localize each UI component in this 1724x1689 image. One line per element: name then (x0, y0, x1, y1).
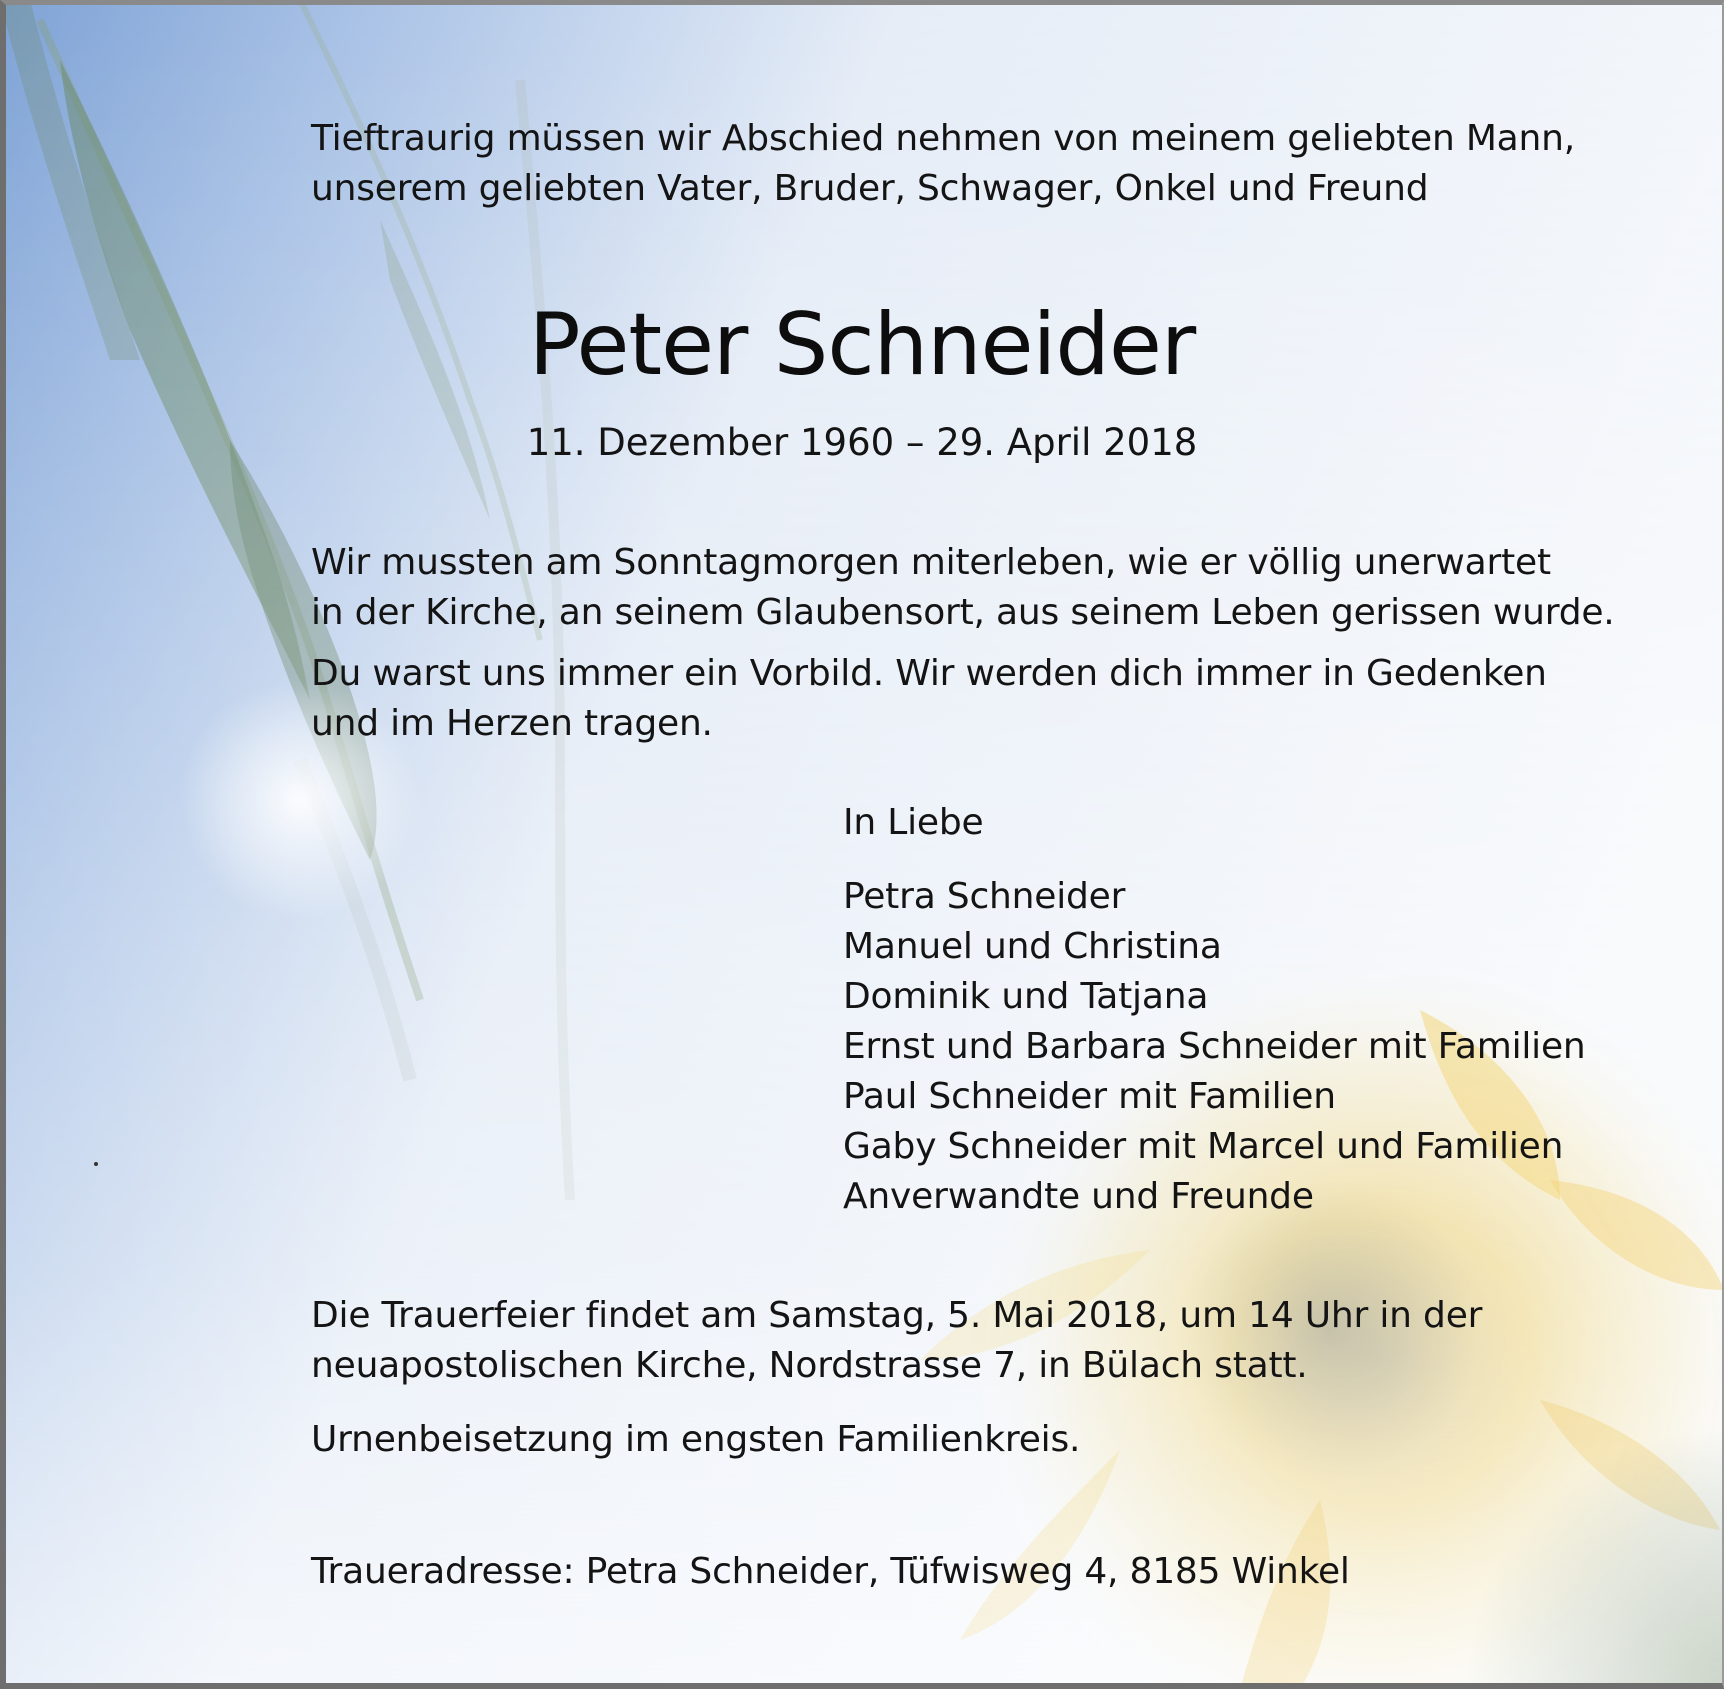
deceased-name: Peter Schneider (528, 295, 1196, 395)
paragraph-line: in der Kirche, an seinem Glaubensort, aus seinem Leben gerissen wurde. (311, 592, 1615, 633)
life-dates: 11. Dezember 1960 – 29. April 2018 (526, 421, 1198, 464)
intro-text (311, 114, 1575, 214)
signer-item: Manuel und Christina (843, 926, 1222, 967)
paragraph-line: Wir mussten am Sonntagmorgen miterleben, wie er völlig unerwartet (311, 542, 1551, 583)
signer-item: Paul Schneider mit Familien (843, 1076, 1336, 1117)
mourning-address: Traueradresse: Petra Schneider, Tüfwisweg 4, 8185 Winkel (311, 1551, 1350, 1592)
signer-item: Gaby Schneider mit Marcel und Familien (843, 1126, 1564, 1167)
signer-item: Dominik und Tatjana (843, 976, 1209, 1017)
paragraph-line: und im Herzen tragen. (311, 703, 713, 744)
paragraph-circumstances (311, 538, 1615, 638)
signer-item: Petra Schneider (843, 876, 1126, 917)
urn-burial-info: Urnenbeisetzung im engsten Familienkreis. (311, 1419, 1081, 1460)
ceremony-info (311, 1291, 1482, 1391)
paragraph-line: Du warst uns immer ein Vorbild. Wir werden dich immer in Gedenken (311, 653, 1547, 694)
ceremony-line: neuapostolischen Kirche, Nordstrasse 7, in Bülach statt. (311, 1345, 1308, 1386)
signer-item: Ernst und Barbara Schneider mit Familien (843, 1026, 1586, 1067)
intro-line: unserem geliebten Vater, Bruder, Schwager, Onkel und Freund (311, 168, 1429, 209)
ceremony-line: Die Trauerfeier findet am Samstag, 5. Mai 2018, um 14 Uhr in der (311, 1295, 1483, 1336)
closing-in-liebe: In Liebe (843, 802, 984, 843)
signer-item: Anverwandte und Freunde (843, 1176, 1314, 1217)
signers-list (843, 872, 1586, 1222)
paragraph-tribute (311, 649, 1547, 749)
intro-line: Tieftraurig müssen wir Abschied nehmen von meinem geliebten Mann, (311, 118, 1576, 159)
